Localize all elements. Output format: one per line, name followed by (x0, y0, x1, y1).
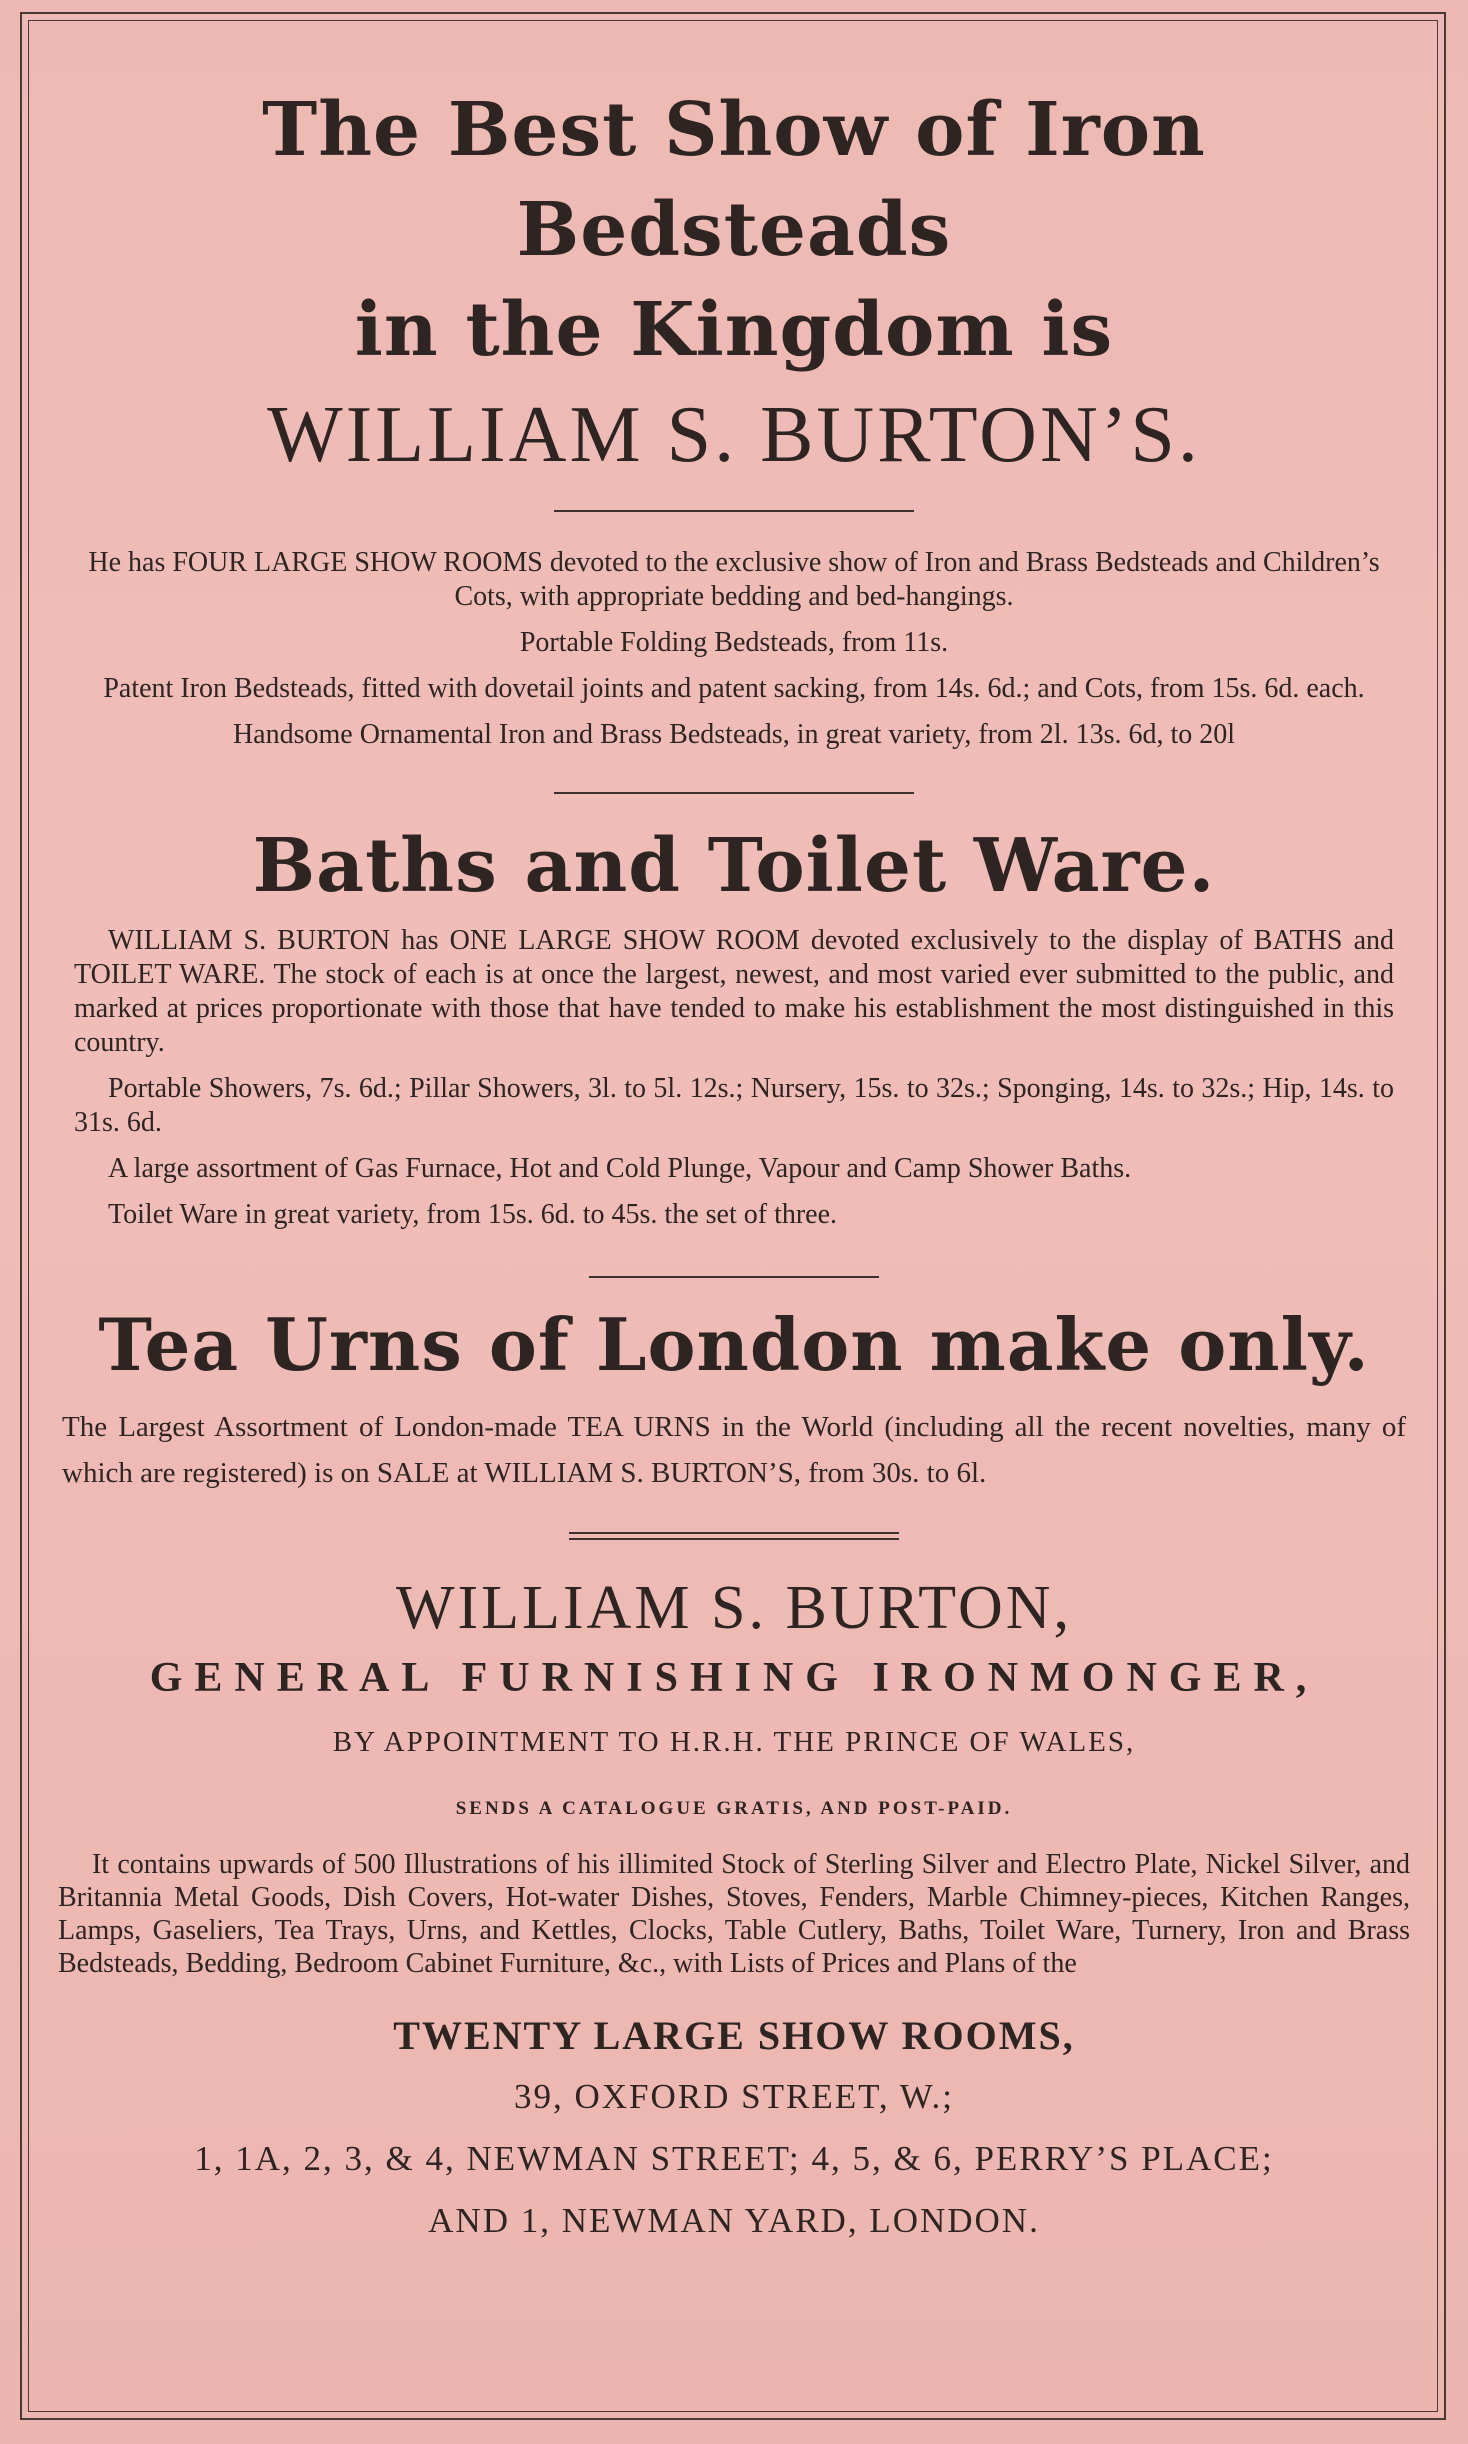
divider-1 (554, 510, 914, 512)
bedsteads-para4: Handsome Ornamental Iron and Brass Bedsteads, in great variety, from 2l. 13s. 6d, to 20l (232, 719, 1236, 750)
baths-para2: Portable Showers, 7s. 6d.; Pillar Showers, 3l. to 5l. 12s.; Nursery, 15s. to 32s.; Sponging, 14s. to 32s.; Hip, 14s. to 31s. 6d. (74, 1073, 1394, 1138)
divider-3 (589, 1276, 879, 1278)
burton-appointment: BY APPOINTMENT TO H.R.H. THE PRINCE OF WALES, (332, 1726, 1136, 1758)
bedsteads-para1: He has FOUR LARGE SHOW ROOMS devoted to the exclusive show of Iron and Brass Bedsteads and Children’s Cots, with appropriate bedding and bed-hangings. (88, 547, 1380, 612)
baths-para1: WILLIAM S. BURTON has ONE LARGE SHOW ROOM devoted exclusively to the display of BATHS and TOILET WARE. The stock of each is at once the largest, newest, and most varied ever submitted to the public, and marked at prices proportionate with those that have tended to make his establishment the most distinguished in this country. (74, 925, 1394, 1058)
burton-name: WILLIAM S. BURTON, (396, 1574, 1072, 1642)
burton-address3: AND 1, NEWMAN YARD, LONDON. (428, 2201, 1040, 2240)
burton-show-rooms: TWENTY LARGE SHOW ROOMS, (393, 2013, 1075, 2058)
bedsteads-title-line3: WILLIAM S. BURTON’S. (267, 391, 1201, 479)
divider-4 (569, 1532, 899, 1540)
bedsteads-title-line2: in the Kingdom is (354, 287, 1114, 373)
burton-address1: 39, OXFORD STREET, W.; (513, 2077, 955, 2116)
burton-para1: It contains upwards of 500 Illustrations of his illimited Stock of Sterling Silver and Electro Plate, Nickel Silver, and Britannia Metal Goods, Dish Covers, Hot-water Dishes, Stoves, Fenders, Marble Chimney-pieces, Kitchen Ranges, Lamps, Gaseliers, Tea Trays, Urns, and Kettles, Clocks, Table Cutlery, Baths, Toilet Ware, Turnery, Iron and Brass Bedsteads, Bedding, Bedroom Cabinet Furniture, &c., with Lists of Prices and Plans of the (58, 1849, 1410, 1979)
baths-para4: Toilet Ware in great variety, from 15s. 6d. to 45s. the set of three. (108, 1199, 838, 1230)
burton-catalogue: SENDS A CATALOGUE GRATIS, AND POST-PAID. (455, 1798, 1013, 1819)
burton-section (56, 1568, 1412, 2252)
tea-urns-para1: The Largest Assortment of London-made TEA URNS in the World (including all the recent novelties, many of which are registered) is on SALE at WILLIAM S. BURTON’S, from 30s. to 6l. (62, 1411, 1406, 1489)
advertisement-content (56, 80, 1412, 2252)
burton-trade: GENERAL FURNISHING IRONMONGER, (149, 1655, 1319, 1701)
tea-urns-title: Tea Urns of London make only. (98, 1302, 1370, 1387)
divider-2 (554, 792, 914, 794)
burton-address2: 1, 1A, 2, 3, & 4, NEWMAN STREET; 4, 5, & 6, PERRY’S PLACE; (194, 2139, 1274, 2178)
baths-title: Baths and Toilet Ware. (252, 823, 1216, 909)
bedsteads-para3: Patent Iron Bedsteads, fitted with dovetail joints and patent sacking, from 14s. 6d.; and Cots, from 15s. 6d. each. (103, 673, 1365, 704)
baths-para3: A large assortment of Gas Furnace, Hot and Cold Plunge, Vapour and Camp Shower Baths. (108, 1153, 1132, 1184)
bedsteads-para2: Portable Folding Bedsteads, from 11s. (519, 627, 949, 658)
tea-urns-section (56, 1296, 1412, 1496)
bedsteads-section (56, 80, 1412, 752)
baths-section (56, 816, 1412, 1232)
bedsteads-title-line1: The Best Show of Iron Bedsteads (262, 87, 1206, 273)
